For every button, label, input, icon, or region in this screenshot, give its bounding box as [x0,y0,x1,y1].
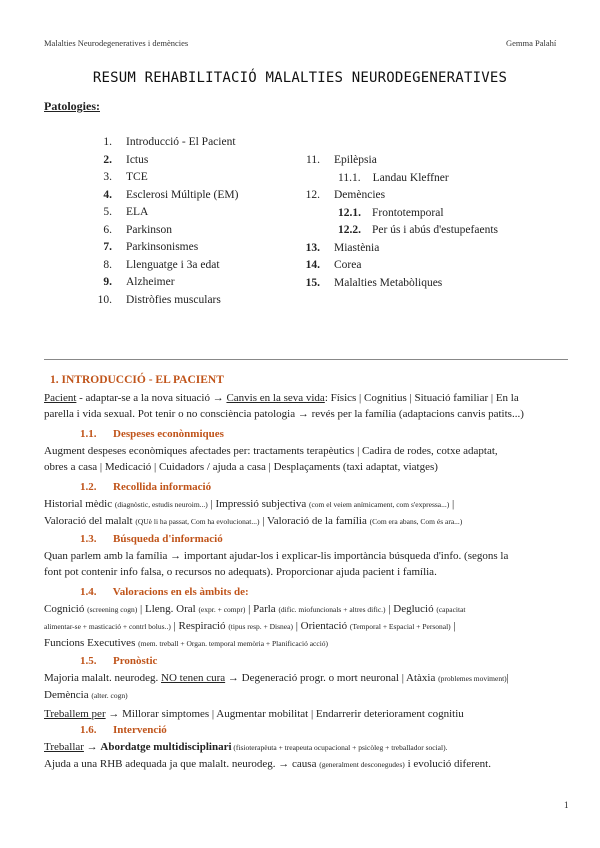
section-divider [44,359,568,360]
toc-item-9: 9. Alzheimer [103,276,175,288]
toc-item-10: 10. Distròfies musculars [97,293,221,306]
toc-item-5: 5. ELA [103,206,149,218]
toc-item-15: 15. Malalties Metabòliques [305,276,443,289]
toc-item-13: 13. Miastènia [305,241,380,254]
section-1-2-text: Historial mèdic (diagnòstic, estudis neuroim...) | Impressió subjectiva (com el veiem anímicament, com s'expressa...) | Valoració del malalt (QUè li ha passat, Com ha evolucionat...) | Valoració de la família (Com era abans, Com és ara...) [44,498,463,527]
toc-item-11: 11. Epilèpsia [306,154,377,166]
section-1-6-heading: 1.6. Intervenció [80,724,167,736]
toc-right-list [298,152,498,292]
section-1-5-text: Majoria malalt. neurodeg. NO tenen cura → Degeneració progr. o mort neuronal | Atàxia (problemes moviment)| Demència (alter. cogn) Treballem per → Millorar simptomes | Augmentar mobilitat | Endarrerir deteriorament cognitiu [44,672,509,720]
toc-item-4: 4. Esclerosi Múltiple (EM) [103,188,239,201]
section-1-text: Pacient - adaptar-se a la nova situació → Canvis en la seva vida: Físics | Cognitius | Situació familiar | En la parella i vida sexual. Pot tenir o no consciència patologia → revés per la família (adaptacions canvis patits...) [44,392,524,420]
header-right: Gemma Palahí [506,38,557,48]
toc-item-2: 2. Ictus [103,153,149,166]
toc-item-12-2: 12.2. Per ús i abús d'estupefaents [338,224,498,236]
document-title: RESUM REHABILITACIÓ MALALTIES NEURODEGENERATIVES [92,70,508,86]
section-1-4-heading: 1.4. Valoracions en els àmbits de: [80,586,249,598]
section-1-1-text: Augment despeses econòmiques afectades per: tractaments terapèutics | Cadira de rodes, cotxe adaptat, obres a casa | Medicació | Cuidadors / ajuda a casa | Desplaçaments (taxi adaptat, viatges) [44,445,498,473]
toc-item-14: 14. Corea [305,259,362,271]
toc-item-8: 8. Llenguatge i 3a edat [103,258,220,271]
section-1-5-heading: 1.5. Pronòstic [80,655,158,667]
toc-item-6: 6. Parkinson [103,223,172,236]
section-1-4-text: Cognició (screening cogn) | Lleng. Oral (expr. + compr) | Parla (dific. miofuncionals + altres dific.) | Deglució (capacitat alimentar-se + masticació + contrl bolus..) | Respiració (tipus resp. + Disnea) | Orientació (Temporal + Espacial + Personal) | Funcions Executives (mem. treball + Organ. temporal memòria + Planificació acció) [44,603,466,649]
page-number: 1 [564,800,569,810]
header-left: Malalties Neurodegeneratives i demències [44,38,189,48]
toc-item-1: 1. Introducció - El Pacient [103,136,236,148]
section-1-3-heading: 1.3. Búsqueda d'informació [80,533,223,545]
section-1-3-text: Quan parlem amb la família → important ajudar-los i explicar-lis importància búsqueda d'info. (segons la font pot contenir info falsa, o recursos no adequats). Proporcionar ajuda pacient i família. [44,550,509,578]
toc-item-11-1: 11.1. Landau Kleffner [338,171,449,184]
toc-item-7: 7. Parkinsonismes [103,241,199,253]
section-1-6-text: Treballar → Abordatge multidisciplinari (fisioterapèuta + treapeuta ocupacional + psicòleg + treballador social). Ajuda a una RHB adequada ja que malalt. neurodeg. → causa (generalment desconegudes) i evolució diferent. [44,741,491,770]
toc-left-list [90,134,238,309]
toc-item-12-1: 12.1. Frontotemporal [338,206,444,219]
section-1-1-heading: 1.1. Despeses econònmiques [80,428,224,440]
toc-item-3: 3. TCE [103,171,148,183]
patologies-label: Patologies: [44,99,100,113]
section-1-heading: 1. INTRODUCCIÓ - EL PACIENT [50,374,224,386]
toc-item-12: 12. Demències [305,189,386,201]
section-1-2-heading: 1.2. Recollida informació [80,481,212,493]
